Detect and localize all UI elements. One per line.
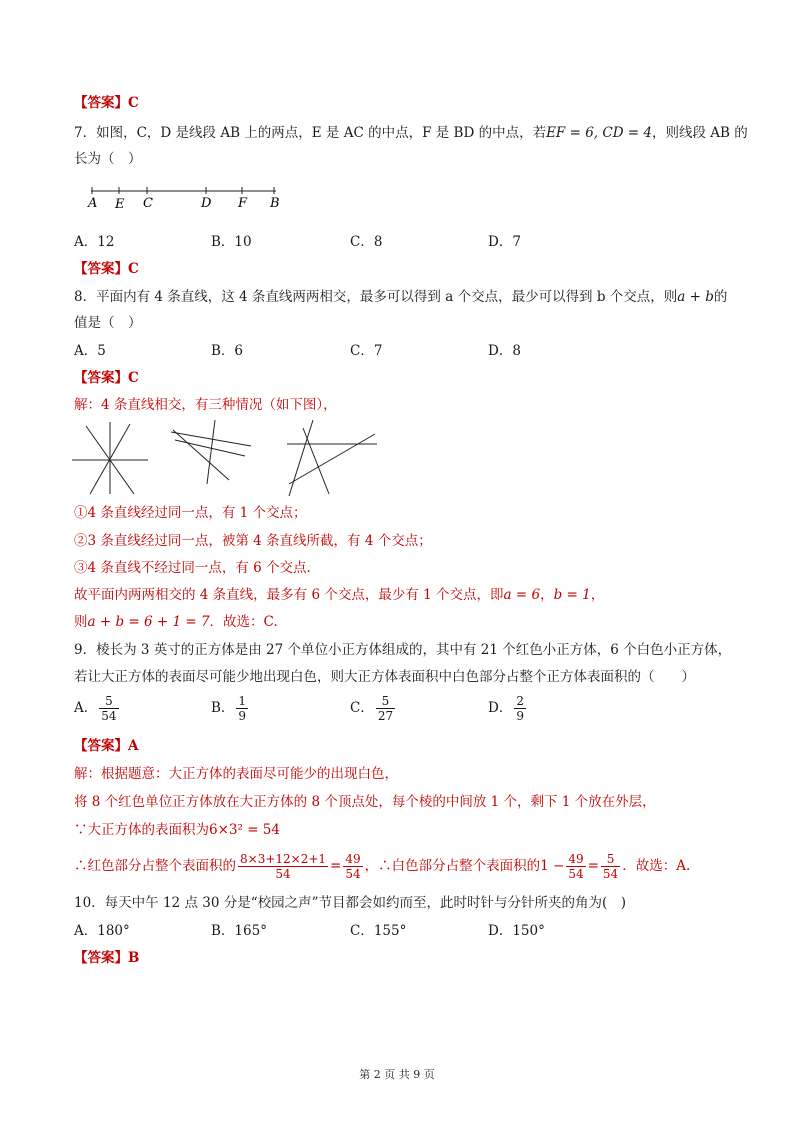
q10-option-b: B．165° <box>211 923 267 939</box>
q9-option-a-label: A． <box>74 700 98 716</box>
q9-line4-frac2-num: 49 <box>345 852 361 866</box>
q7-label-c: C <box>143 196 153 211</box>
q9-line4-fraction-1 <box>238 852 328 881</box>
q9-line4-frac4-den: 54 <box>602 867 619 881</box>
q10-option-c: C．155° <box>350 923 407 939</box>
q8-option-a: A．5 <box>74 343 106 359</box>
q8-solution-case3: ③4 条直线不经过同一点，有 6 个交点. <box>74 560 311 576</box>
q8-figure-concurrent-lines <box>72 422 152 496</box>
q9-option-c-label: C． <box>350 700 374 716</box>
q9-line4-frac4-num: 5 <box>601 852 620 867</box>
q9-option-d-fraction <box>514 694 526 723</box>
q9-solution-line3-text: ∵大正方体的表面积为 <box>74 822 209 838</box>
q7-label-b: B <box>270 196 280 211</box>
q8-figure-three-concurrent-one-transversal <box>165 420 255 486</box>
q8-conclusion-sep: ， <box>540 587 554 603</box>
q7-stem-text-end: ，则线段 AB 的 <box>652 125 748 141</box>
q9-line4-text-a: ∴红色部分占整个表面积的 <box>74 858 236 874</box>
page-footer: 第 2 页 共 9 页 <box>359 1068 435 1081</box>
q9-line4-fraction-2 <box>343 852 362 881</box>
q9-option-d-label: D． <box>488 700 513 716</box>
q9-option-c-den: 27 <box>377 709 394 723</box>
q9-option-a-den: 54 <box>101 709 117 723</box>
q7-label-f: F <box>238 196 248 211</box>
q9-solution-line2: 将 8 个红色单位正方体放在大正方体的 8 个顶点处，每个棱的中间放 1 个，剩下 1 个放在外层， <box>74 794 656 810</box>
q8-solution-conclusion <box>74 586 604 604</box>
q9-option-c-fraction <box>376 694 395 723</box>
q7-label-a: A <box>88 196 98 211</box>
q9-line4-text-b: ，∴白色部分占整个表面积的 <box>364 858 541 874</box>
q9-option-c <box>350 694 397 723</box>
q9-line4-text-c: 1 − <box>540 858 565 874</box>
q9-option-a-fraction <box>99 694 118 723</box>
q9-line4-frac3-num: 49 <box>568 852 584 866</box>
q9-option-d-num: 2 <box>516 694 524 708</box>
q9-answer: 【答案】A <box>74 738 139 754</box>
q7-label-d: D <box>201 196 212 211</box>
q8-conclusion-text: 故平面内两两相交的 4 条直线，最多有 6 个交点，最少有 1 个交点，即 <box>74 587 504 603</box>
q7-segment-diagram <box>88 185 288 215</box>
q9-solution-line4 <box>74 849 690 883</box>
q7-label-e: E <box>115 197 125 212</box>
q8-final-suffix: ．故选：C. <box>209 614 278 630</box>
q7-option-c: C．8 <box>350 234 383 250</box>
q8-conclusion-math-a: a = 6 <box>503 587 541 603</box>
q9-stem-line2: 若让大正方体的表面尽可能少地出现白色，则大正方体表面积中白色部分占整个正方体表面积的（ ） <box>74 669 695 685</box>
q9-line4-frac3-den: 54 <box>568 867 584 881</box>
q8-option-c: C．7 <box>350 343 383 359</box>
q8-final-prefix: 则 <box>74 614 88 630</box>
q9-option-b-den: 9 <box>238 709 247 723</box>
q8-stem-line2: 值是（ ） <box>74 315 142 331</box>
q9-option-a <box>74 694 121 723</box>
q10-answer: 【答案】B <box>74 950 140 966</box>
q8-final-math: a + b = 6 + 1 = 7 <box>87 614 210 630</box>
q8-option-d: D．8 <box>488 343 521 359</box>
q8-conclusion-math-b: b = 1 <box>553 587 591 603</box>
q7-answer: 【答案】C <box>74 261 139 277</box>
q9-line4-frac2-den: 54 <box>345 867 361 881</box>
q10-option-a: A．180° <box>74 923 130 939</box>
q8-solution-intro: 解：4 条直线相交，有三种情况（如下图）， <box>74 397 337 413</box>
q8-stem-line1 <box>74 288 727 306</box>
q8-solution-final <box>74 613 278 631</box>
q9-solution-line3-math: 6×3² = 54 <box>209 822 280 838</box>
q9-option-d-den: 9 <box>516 709 524 723</box>
q8-stem-math: a + b <box>677 289 714 305</box>
q9-option-a-num: 5 <box>99 694 118 709</box>
q9-stem-line1: 9．棱长为 3 英寸的正方体是由 27 个单位小正方体组成的，其中有 21 个红色小正方体，6 个白色小正方体， <box>74 642 732 658</box>
q9-line4-text-d: ．故选：A. <box>622 858 691 874</box>
q9-option-b-fraction <box>236 694 248 723</box>
q9-line4-fraction-3 <box>566 852 585 881</box>
q10-option-d: D．150° <box>488 923 545 939</box>
q9-option-d <box>488 694 528 723</box>
q9-solution-line3 <box>74 821 280 839</box>
q8-stem-text-end: 的 <box>713 289 728 305</box>
q9-option-b-label: B． <box>211 700 235 716</box>
q8-figure-general-position <box>283 420 379 496</box>
q7-stem-line2: 长为（ ） <box>74 151 142 167</box>
q10-stem: 10．每天中午 12 点 30 分是“校园之声”节目都会如约而至，此时时针与分针所夹的角为( ) <box>74 895 627 911</box>
q6-answer: 【答案】C <box>74 95 139 111</box>
q9-line4-eq2: = <box>587 858 599 874</box>
q9-option-b-num: 1 <box>238 694 247 708</box>
q7-stem-text: 7．如图，C，D 是线段 AB 上的两点，E 是 AC 的中点，F 是 BD 的中点，若 <box>74 125 547 141</box>
q8-conclusion-end: ， <box>590 587 605 603</box>
q7-option-a: A．12 <box>74 234 115 250</box>
q8-solution-case2: ②3 条直线经过同一点，被第 4 条直线所截，有 4 个交点； <box>74 533 432 549</box>
q7-stem-math: EF = 6, CD = 4 <box>546 125 653 141</box>
q9-option-c-num: 5 <box>376 694 395 709</box>
q9-solution-line1: 解：根据题意：大正方体的表面尽可能少的出现白色， <box>74 766 398 782</box>
q9-line4-fraction-4 <box>601 852 620 881</box>
q7-stem-line1 <box>74 124 748 142</box>
q9-line4-frac1-num: 8×3+12×2+1 <box>240 852 327 866</box>
q9-line4-eq: = <box>330 858 342 874</box>
q8-answer: 【答案】C <box>74 370 139 386</box>
q7-option-b: B．10 <box>211 234 252 250</box>
q9-line4-frac1-den: 54 <box>275 867 291 881</box>
q8-stem-text: 8．平面内有 4 条直线，这 4 条直线两两相交，最多可以得到 a 个交点，最少可以得到 b 个交点，则 <box>74 289 678 305</box>
q9-option-b <box>211 694 250 723</box>
q7-option-d: D．7 <box>488 234 521 250</box>
q8-solution-case1: ①4 条直线经过同一点，有 1 个交点； <box>74 505 307 521</box>
q8-option-b: B．6 <box>211 343 244 359</box>
